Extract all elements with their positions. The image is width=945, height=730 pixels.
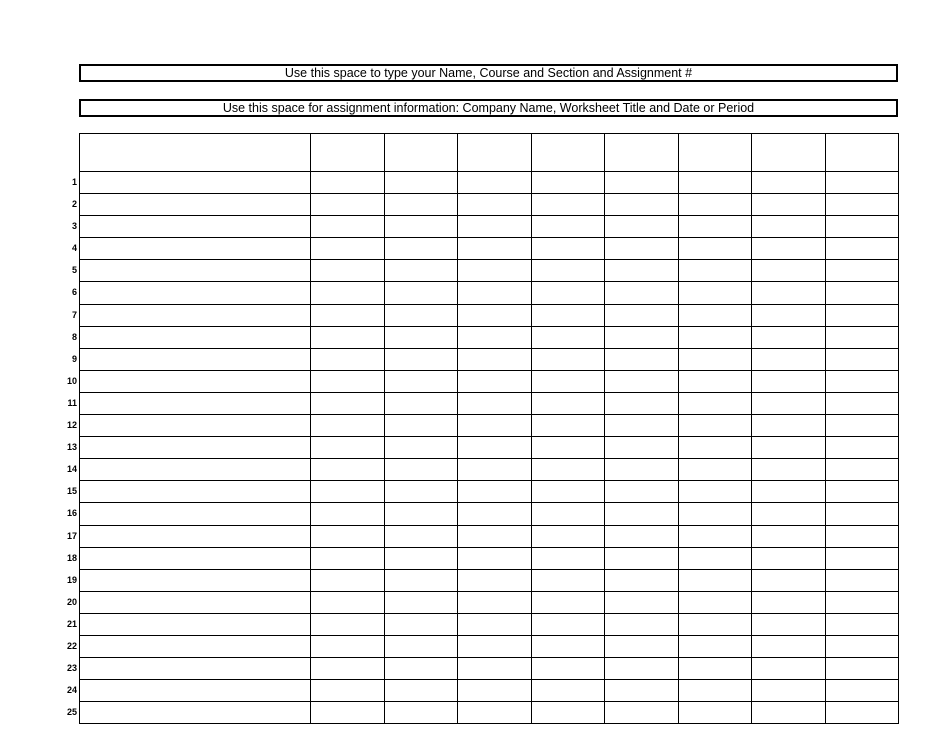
amount-cell[interactable] <box>458 481 532 503</box>
amount-cell[interactable] <box>531 415 605 437</box>
amount-cell[interactable] <box>825 459 899 481</box>
amount-cell[interactable] <box>458 547 532 569</box>
amount-cell[interactable] <box>311 326 385 348</box>
amount-cell[interactable] <box>605 569 679 591</box>
amount-cell[interactable] <box>678 392 752 414</box>
row-number-column <box>50 171 77 723</box>
amount-cell[interactable] <box>531 216 605 238</box>
amount-cell[interactable] <box>825 437 899 459</box>
description-cell[interactable] <box>80 658 311 680</box>
table-row <box>80 591 899 613</box>
row-number-label: 23 <box>66 663 77 674</box>
table-row <box>80 525 899 547</box>
header-cell[interactable] <box>752 134 826 172</box>
table-row <box>80 326 899 348</box>
amount-cell[interactable] <box>458 658 532 680</box>
description-cell[interactable] <box>80 525 311 547</box>
amount-cell[interactable] <box>384 481 458 503</box>
amount-cell[interactable] <box>458 459 532 481</box>
amount-cell[interactable] <box>531 503 605 525</box>
table-row <box>80 216 899 238</box>
amount-cell[interactable] <box>531 658 605 680</box>
description-cell[interactable] <box>80 282 311 304</box>
amount-cell[interactable] <box>384 370 458 392</box>
amount-cell[interactable] <box>678 525 752 547</box>
amount-cell[interactable] <box>752 260 826 282</box>
amount-cell[interactable] <box>678 702 752 724</box>
amount-cell[interactable] <box>311 635 385 657</box>
amount-cell[interactable] <box>384 194 458 216</box>
header-cell[interactable] <box>531 134 605 172</box>
description-cell[interactable] <box>80 194 311 216</box>
table-row <box>80 348 899 370</box>
amount-cell[interactable] <box>384 613 458 635</box>
description-cell[interactable] <box>80 392 311 414</box>
amount-cell[interactable] <box>311 437 385 459</box>
description-cell[interactable] <box>80 459 311 481</box>
amount-cell[interactable] <box>458 591 532 613</box>
amount-cell[interactable] <box>825 503 899 525</box>
amount-cell[interactable] <box>752 370 826 392</box>
amount-cell[interactable] <box>825 326 899 348</box>
amount-cell[interactable] <box>605 613 679 635</box>
description-cell[interactable] <box>80 680 311 702</box>
amount-cell[interactable] <box>311 260 385 282</box>
amount-cell[interactable] <box>825 216 899 238</box>
table-row <box>80 613 899 635</box>
table-row <box>80 547 899 569</box>
table-row <box>80 635 899 657</box>
amount-cell[interactable] <box>678 194 752 216</box>
amount-cell[interactable] <box>825 680 899 702</box>
amount-cell[interactable] <box>458 370 532 392</box>
table-row <box>80 569 899 591</box>
table-row <box>80 260 899 282</box>
amount-cell[interactable] <box>605 459 679 481</box>
row-number-label: 2 <box>71 199 77 210</box>
amount-cell[interactable] <box>605 238 679 260</box>
row-number-label: 19 <box>66 574 77 585</box>
amount-cell[interactable] <box>458 304 532 326</box>
row-number-label: 9 <box>71 353 77 364</box>
amount-cell[interactable] <box>384 702 458 724</box>
amount-cell[interactable] <box>605 437 679 459</box>
amount-cell[interactable] <box>458 613 532 635</box>
amount-cell[interactable] <box>458 503 532 525</box>
amount-cell[interactable] <box>531 613 605 635</box>
row-number-label: 13 <box>66 442 77 453</box>
table-row <box>80 172 899 194</box>
amount-cell[interactable] <box>605 260 679 282</box>
table-row <box>80 282 899 304</box>
amount-cell[interactable] <box>605 635 679 657</box>
header-cell[interactable] <box>458 134 532 172</box>
amount-cell[interactable] <box>678 282 752 304</box>
amount-cell[interactable] <box>605 216 679 238</box>
amount-cell[interactable] <box>384 525 458 547</box>
amount-cell[interactable] <box>605 680 679 702</box>
name-course-banner[interactable]: Use this space to type your Name, Course and Section and Assignment # <box>79 64 898 82</box>
header-cell-description[interactable] <box>80 134 311 172</box>
amount-cell[interactable] <box>825 304 899 326</box>
amount-cell[interactable] <box>678 459 752 481</box>
amount-cell[interactable] <box>752 635 826 657</box>
description-cell[interactable] <box>80 415 311 437</box>
amount-cell[interactable] <box>311 282 385 304</box>
amount-cell[interactable] <box>384 238 458 260</box>
description-cell[interactable] <box>80 172 311 194</box>
description-cell[interactable] <box>80 238 311 260</box>
amount-cell[interactable] <box>384 260 458 282</box>
description-cell[interactable] <box>80 437 311 459</box>
description-cell[interactable] <box>80 613 311 635</box>
amount-cell[interactable] <box>752 547 826 569</box>
amount-cell[interactable] <box>384 569 458 591</box>
amount-cell[interactable] <box>678 569 752 591</box>
amount-cell[interactable] <box>825 569 899 591</box>
amount-cell[interactable] <box>605 194 679 216</box>
amount-cell[interactable] <box>458 392 532 414</box>
amount-cell[interactable] <box>752 415 826 437</box>
table-row <box>80 304 899 326</box>
amount-cell[interactable] <box>531 680 605 702</box>
amount-cell[interactable] <box>752 481 826 503</box>
amount-cell[interactable] <box>458 282 532 304</box>
amount-cell[interactable] <box>531 348 605 370</box>
amount-cell[interactable] <box>825 392 899 414</box>
amount-cell[interactable] <box>825 658 899 680</box>
amount-cell[interactable] <box>311 547 385 569</box>
amount-cell[interactable] <box>531 481 605 503</box>
amount-cell[interactable] <box>458 216 532 238</box>
amount-cell[interactable] <box>384 635 458 657</box>
amount-cell[interactable] <box>531 172 605 194</box>
table-row <box>80 702 899 724</box>
amount-cell[interactable] <box>384 326 458 348</box>
amount-cell[interactable] <box>531 591 605 613</box>
amount-cell[interactable] <box>678 503 752 525</box>
amount-cell[interactable] <box>825 194 899 216</box>
amount-cell[interactable] <box>384 348 458 370</box>
header-cell[interactable] <box>311 134 385 172</box>
amount-cell[interactable] <box>384 680 458 702</box>
amount-cell[interactable] <box>311 304 385 326</box>
amount-cell[interactable] <box>531 702 605 724</box>
amount-cell[interactable] <box>384 172 458 194</box>
description-cell[interactable] <box>80 216 311 238</box>
amount-cell[interactable] <box>311 658 385 680</box>
header-row <box>80 134 899 172</box>
row-number-label: 18 <box>66 552 77 563</box>
amount-cell[interactable] <box>605 658 679 680</box>
amount-cell[interactable] <box>458 525 532 547</box>
amount-cell[interactable] <box>531 525 605 547</box>
amount-cell[interactable] <box>678 348 752 370</box>
amount-cell[interactable] <box>384 282 458 304</box>
table-row <box>80 194 899 216</box>
table-row <box>80 680 899 702</box>
amount-cell[interactable] <box>678 680 752 702</box>
ledger-grid <box>79 133 899 724</box>
amount-cell[interactable] <box>605 702 679 724</box>
amount-cell[interactable] <box>458 415 532 437</box>
description-cell[interactable] <box>80 304 311 326</box>
amount-cell[interactable] <box>531 635 605 657</box>
amount-cell[interactable] <box>311 216 385 238</box>
amount-cell[interactable] <box>384 503 458 525</box>
row-number-label: 1 <box>71 177 77 187</box>
amount-cell[interactable] <box>605 525 679 547</box>
amount-cell[interactable] <box>605 172 679 194</box>
amount-cell[interactable] <box>678 216 752 238</box>
amount-cell[interactable] <box>605 481 679 503</box>
amount-cell[interactable] <box>825 613 899 635</box>
amount-cell[interactable] <box>458 172 532 194</box>
amount-cell[interactable] <box>752 658 826 680</box>
description-cell[interactable] <box>80 260 311 282</box>
amount-cell[interactable] <box>825 525 899 547</box>
amount-cell[interactable] <box>458 437 532 459</box>
amount-cell[interactable] <box>531 326 605 348</box>
amount-cell[interactable] <box>605 392 679 414</box>
amount-cell[interactable] <box>384 547 458 569</box>
amount-cell[interactable] <box>311 702 385 724</box>
amount-cell[interactable] <box>678 437 752 459</box>
amount-cell[interactable] <box>605 415 679 437</box>
amount-cell[interactable] <box>825 370 899 392</box>
header-cell[interactable] <box>605 134 679 172</box>
header-cell[interactable] <box>384 134 458 172</box>
row-number-label: 11 <box>67 397 77 408</box>
amount-cell[interactable] <box>311 503 385 525</box>
amount-cell[interactable] <box>825 238 899 260</box>
amount-cell[interactable] <box>825 635 899 657</box>
amount-cell[interactable] <box>678 370 752 392</box>
amount-cell[interactable] <box>678 304 752 326</box>
amount-cell[interactable] <box>752 591 826 613</box>
amount-cell[interactable] <box>678 635 752 657</box>
amount-cell[interactable] <box>825 172 899 194</box>
description-cell[interactable] <box>80 547 311 569</box>
amount-cell[interactable] <box>531 569 605 591</box>
row-number-label: 4 <box>71 243 77 254</box>
amount-cell[interactable] <box>458 238 532 260</box>
description-cell[interactable] <box>80 591 311 613</box>
description-cell[interactable] <box>80 370 311 392</box>
table-row <box>80 459 899 481</box>
amount-cell[interactable] <box>458 194 532 216</box>
row-number-label: 5 <box>71 265 77 276</box>
amount-cell[interactable] <box>752 172 826 194</box>
amount-cell[interactable] <box>311 459 385 481</box>
table-row <box>80 392 899 414</box>
amount-cell[interactable] <box>384 304 458 326</box>
row-number-label: 20 <box>66 596 77 607</box>
amount-cell[interactable] <box>825 282 899 304</box>
amount-cell[interactable] <box>311 238 385 260</box>
amount-cell[interactable] <box>384 591 458 613</box>
amount-cell[interactable] <box>752 392 826 414</box>
row-number-label: 3 <box>71 221 77 232</box>
amount-cell[interactable] <box>458 348 532 370</box>
amount-cell[interactable] <box>605 304 679 326</box>
header-cell[interactable] <box>678 134 752 172</box>
amount-cell[interactable] <box>752 459 826 481</box>
amount-cell[interactable] <box>311 370 385 392</box>
amount-cell[interactable] <box>825 348 899 370</box>
amount-cell[interactable] <box>311 680 385 702</box>
amount-cell[interactable] <box>605 282 679 304</box>
amount-cell[interactable] <box>678 591 752 613</box>
amount-cell[interactable] <box>311 348 385 370</box>
amount-cell[interactable] <box>311 194 385 216</box>
amount-cell[interactable] <box>678 658 752 680</box>
amount-cell[interactable] <box>752 348 826 370</box>
amount-cell[interactable] <box>458 680 532 702</box>
amount-cell[interactable] <box>752 194 826 216</box>
amount-cell[interactable] <box>752 525 826 547</box>
amount-cell[interactable] <box>605 547 679 569</box>
amount-cell[interactable] <box>311 392 385 414</box>
amount-cell[interactable] <box>678 481 752 503</box>
amount-cell[interactable] <box>678 260 752 282</box>
amount-cell[interactable] <box>605 326 679 348</box>
amount-cell[interactable] <box>752 282 826 304</box>
amount-cell[interactable] <box>311 569 385 591</box>
row-number-label: 16 <box>66 508 77 519</box>
row-number-label: 12 <box>66 420 77 431</box>
amount-cell[interactable] <box>752 326 826 348</box>
amount-cell[interactable] <box>384 216 458 238</box>
amount-cell[interactable] <box>458 569 532 591</box>
row-number-label: 10 <box>66 375 77 386</box>
table-row <box>80 415 899 437</box>
amount-cell[interactable] <box>531 282 605 304</box>
amount-cell[interactable] <box>458 635 532 657</box>
row-number-label: 8 <box>71 331 77 342</box>
row-number-label: 24 <box>66 685 77 696</box>
amount-cell[interactable] <box>384 658 458 680</box>
amount-cell[interactable] <box>531 547 605 569</box>
amount-cell[interactable] <box>311 172 385 194</box>
row-number-label: 6 <box>71 287 77 298</box>
description-cell[interactable] <box>80 569 311 591</box>
amount-cell[interactable] <box>384 437 458 459</box>
row-number-label: 25 <box>66 707 77 718</box>
amount-cell[interactable] <box>752 304 826 326</box>
table-row <box>80 370 899 392</box>
amount-cell[interactable] <box>458 260 532 282</box>
row-number-label: 7 <box>71 309 77 320</box>
amount-cell[interactable] <box>311 591 385 613</box>
description-cell[interactable] <box>80 635 311 657</box>
amount-cell[interactable] <box>825 591 899 613</box>
amount-cell[interactable] <box>531 437 605 459</box>
amount-cell[interactable] <box>458 326 532 348</box>
amount-cell[interactable] <box>384 392 458 414</box>
table-row <box>80 437 899 459</box>
amount-cell[interactable] <box>825 481 899 503</box>
amount-cell[interactable] <box>678 326 752 348</box>
description-cell[interactable] <box>80 348 311 370</box>
row-number-label: 14 <box>66 464 77 475</box>
row-number-label: 21 <box>66 618 77 629</box>
amount-cell[interactable] <box>458 702 532 724</box>
amount-cell[interactable] <box>531 304 605 326</box>
amount-cell[interactable] <box>311 525 385 547</box>
table-row <box>80 238 899 260</box>
amount-cell[interactable] <box>752 613 826 635</box>
table-row <box>80 503 899 525</box>
amount-cell[interactable] <box>678 613 752 635</box>
amount-cell[interactable] <box>531 392 605 414</box>
amount-cell[interactable] <box>531 194 605 216</box>
amount-cell[interactable] <box>605 370 679 392</box>
table-row <box>80 658 899 680</box>
amount-cell[interactable] <box>311 481 385 503</box>
description-cell[interactable] <box>80 481 311 503</box>
amount-cell[interactable] <box>752 437 826 459</box>
amount-cell[interactable] <box>825 547 899 569</box>
amount-cell[interactable] <box>531 370 605 392</box>
description-cell[interactable] <box>80 326 311 348</box>
amount-cell[interactable] <box>311 415 385 437</box>
description-cell[interactable] <box>80 702 311 724</box>
amount-cell[interactable] <box>384 415 458 437</box>
amount-cell[interactable] <box>678 547 752 569</box>
amount-cell[interactable] <box>678 238 752 260</box>
row-number-label: 17 <box>66 530 77 541</box>
amount-cell[interactable] <box>752 680 826 702</box>
amount-cell[interactable] <box>311 613 385 635</box>
amount-cell[interactable] <box>531 260 605 282</box>
amount-cell[interactable] <box>605 591 679 613</box>
amount-cell[interactable] <box>752 569 826 591</box>
row-number-label: 15 <box>66 486 77 497</box>
description-cell[interactable] <box>80 503 311 525</box>
amount-cell[interactable] <box>531 238 605 260</box>
amount-cell[interactable] <box>752 702 826 724</box>
amount-cell[interactable] <box>605 348 679 370</box>
row-number-label: 22 <box>66 640 77 651</box>
amount-cell[interactable] <box>678 172 752 194</box>
amount-cell[interactable] <box>825 260 899 282</box>
amount-cell[interactable] <box>825 702 899 724</box>
assignment-info-banner[interactable]: Use this space for assignment information: Company Name, Worksheet Title and Date or Period <box>79 99 898 117</box>
amount-cell[interactable] <box>384 459 458 481</box>
amount-cell[interactable] <box>605 503 679 525</box>
header-cell[interactable] <box>825 134 899 172</box>
amount-cell[interactable] <box>752 238 826 260</box>
amount-cell[interactable] <box>752 503 826 525</box>
amount-cell[interactable] <box>752 216 826 238</box>
table-row <box>80 481 899 503</box>
amount-cell[interactable] <box>531 459 605 481</box>
amount-cell[interactable] <box>678 415 752 437</box>
amount-cell[interactable] <box>825 415 899 437</box>
